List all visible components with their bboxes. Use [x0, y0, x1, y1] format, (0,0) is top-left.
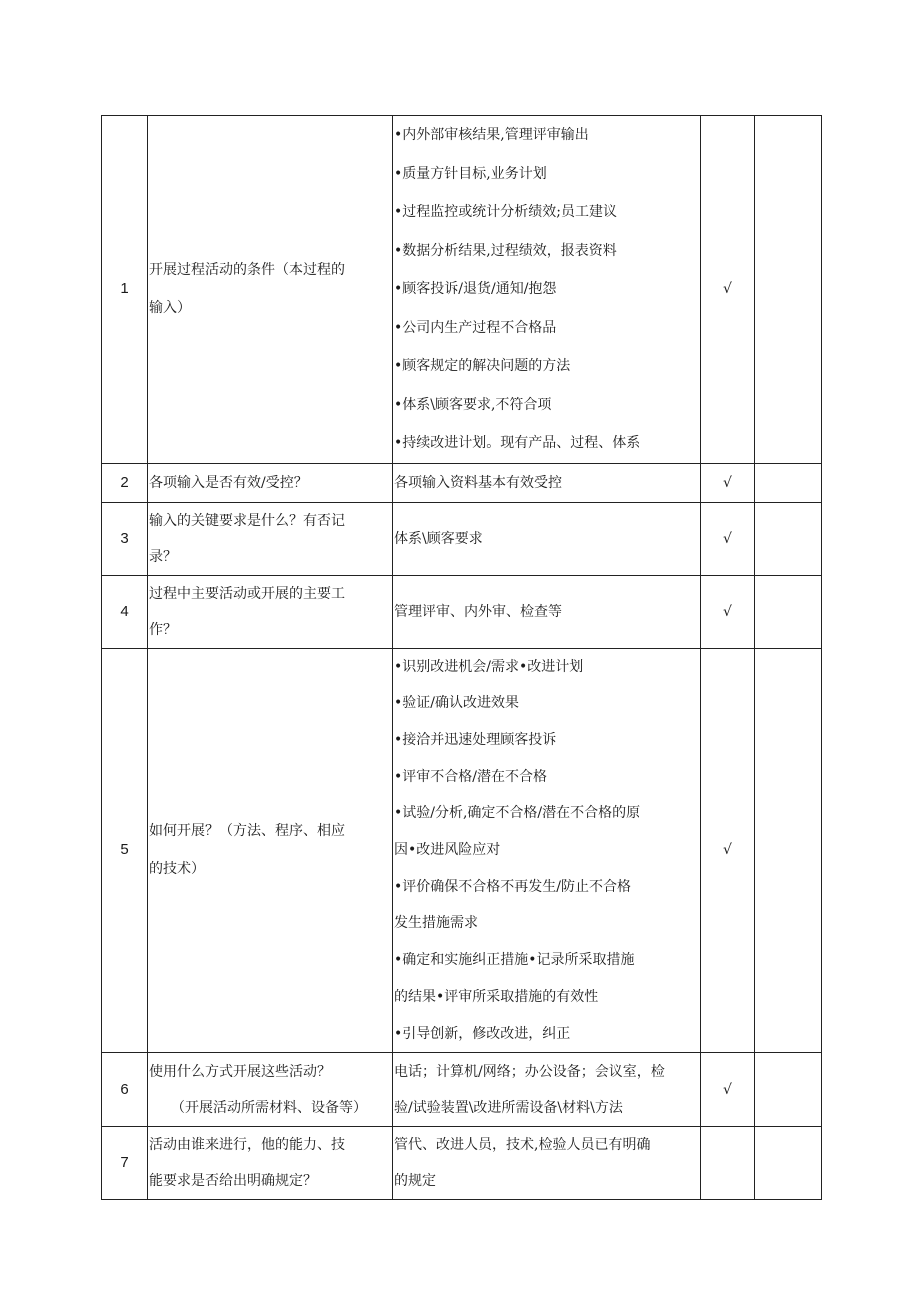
question-cell	[148, 502, 393, 575]
answer-line: •质量方针目标,业务计划	[394, 165, 547, 182]
question-line: （开展活动所需材料、设备等）	[171, 1099, 367, 1116]
answer-line: 的规定	[394, 1173, 436, 1190]
question-line: 输入）	[149, 300, 191, 317]
table-row	[102, 1053, 822, 1127]
remark-cell	[755, 1127, 822, 1200]
remark-cell	[755, 463, 822, 502]
remark-cell	[755, 116, 822, 464]
answer-cell	[393, 502, 701, 575]
question-cell	[148, 575, 393, 648]
question-line: 活动由谁来进行，他的能力、技	[149, 1137, 345, 1154]
answer-line: •验证/确认改进效果	[394, 695, 519, 712]
answer-cell	[393, 463, 701, 502]
question-line: 开展过程活动的条件（本过程的	[149, 262, 345, 279]
remark-cell	[755, 648, 822, 1053]
question-line: 录？	[149, 548, 177, 565]
answer-line: •顾客投诉/退货/通知/抱怨	[394, 281, 557, 297]
check-mark: √	[701, 463, 755, 502]
row-number: 2	[102, 463, 148, 502]
question-line: 使用什么方式开展这些活动？	[149, 1063, 331, 1080]
answer-line: •引导创新，修改改进，纠正	[394, 1025, 571, 1042]
check-mark: √	[701, 1053, 755, 1127]
remark-cell	[755, 575, 822, 648]
check-mark: √	[701, 648, 755, 1053]
answer-line: •评审不合格/潜在不合格	[394, 768, 547, 785]
question-cell	[148, 1053, 393, 1127]
row-number: 3	[102, 502, 148, 575]
question-cell	[148, 116, 393, 464]
table-row	[102, 116, 822, 464]
answer-line: •过程监控或统计分析绩效;员工建议	[394, 204, 617, 220]
table-row	[102, 1127, 822, 1200]
check-mark: √	[701, 502, 755, 575]
answer-cell	[393, 648, 701, 1053]
answer-cell	[393, 1127, 701, 1200]
answer-line: •持续改进计划。现有产品、过程、体系	[394, 435, 641, 451]
answer-line: 管代、改进人员，技术,检验人员已有明确	[394, 1137, 651, 1154]
question-cell	[148, 648, 393, 1053]
row-number: 5	[102, 648, 148, 1053]
question-line: 如何开展？（方法、程序、相应	[149, 823, 345, 840]
question-line: 作？	[149, 621, 177, 638]
table-row	[102, 648, 822, 1053]
answer-line: •接洽并迅速处理顾客投诉	[394, 731, 557, 748]
answer-line: •体系\顾客要求,不符合项	[394, 396, 552, 413]
table-row	[102, 463, 822, 502]
question-cell	[148, 463, 393, 502]
row-number: 1	[102, 116, 148, 464]
question-line: 能要求是否给出明确规定？	[149, 1173, 317, 1190]
question-line: 过程中主要活动或开展的主要工	[149, 585, 345, 602]
answer-cell	[393, 116, 701, 464]
audit-checklist-table	[101, 115, 822, 1200]
answer-line: •试验/分析,确定不合格/潜在不合格的原	[394, 805, 641, 822]
row-number: 6	[102, 1053, 148, 1127]
remark-cell	[755, 1053, 822, 1127]
table-row	[102, 502, 822, 575]
question-line: 的技术）	[149, 861, 205, 878]
answer-line: 的结果•评审所采取措施的有效性	[394, 988, 599, 1005]
question-line: 各项输入是否有效/受控？	[149, 474, 308, 491]
table-row	[102, 575, 822, 648]
answer-line: 因•改进风险应对	[394, 842, 501, 859]
answer-line: •识别改进机会/需求•改进计划	[394, 658, 584, 675]
question-line: 输入的关键要求是什么？有否记	[149, 512, 345, 529]
remark-cell	[755, 502, 822, 575]
check-mark: √	[701, 575, 755, 648]
answer-line: •确定和实施纠正措施•记录所采取措施	[394, 952, 635, 969]
row-number: 7	[102, 1127, 148, 1200]
answer-line: 体系\顾客要求	[394, 530, 483, 547]
answer-line: 各项输入资料基本有效受控	[394, 474, 562, 491]
question-cell	[148, 1127, 393, 1200]
answer-cell	[393, 1053, 701, 1127]
answer-line: 管理评审、内外审、检查等	[394, 603, 562, 620]
answer-line: •内外部审核结果,管理评审输出	[394, 127, 589, 143]
row-number: 4	[102, 575, 148, 648]
answer-line: •数据分析结果,过程绩效，报表资料	[394, 242, 617, 259]
answer-line: •评价确保不合格不再发生/防止不合格	[394, 878, 631, 895]
answer-line: 发生措施需求	[394, 915, 478, 932]
answer-line: •公司内生产过程不合格品	[394, 319, 557, 336]
check-mark: √	[701, 116, 755, 464]
answer-cell	[393, 575, 701, 648]
answer-line: •顾客规定的解决问题的方法	[394, 358, 571, 374]
check-mark	[701, 1127, 755, 1200]
answer-line: 电话；计算机/网络；办公设备；会议室，检	[394, 1063, 665, 1080]
answer-line: 验/试验装置\改进所需设备\材料\方法	[394, 1099, 623, 1116]
